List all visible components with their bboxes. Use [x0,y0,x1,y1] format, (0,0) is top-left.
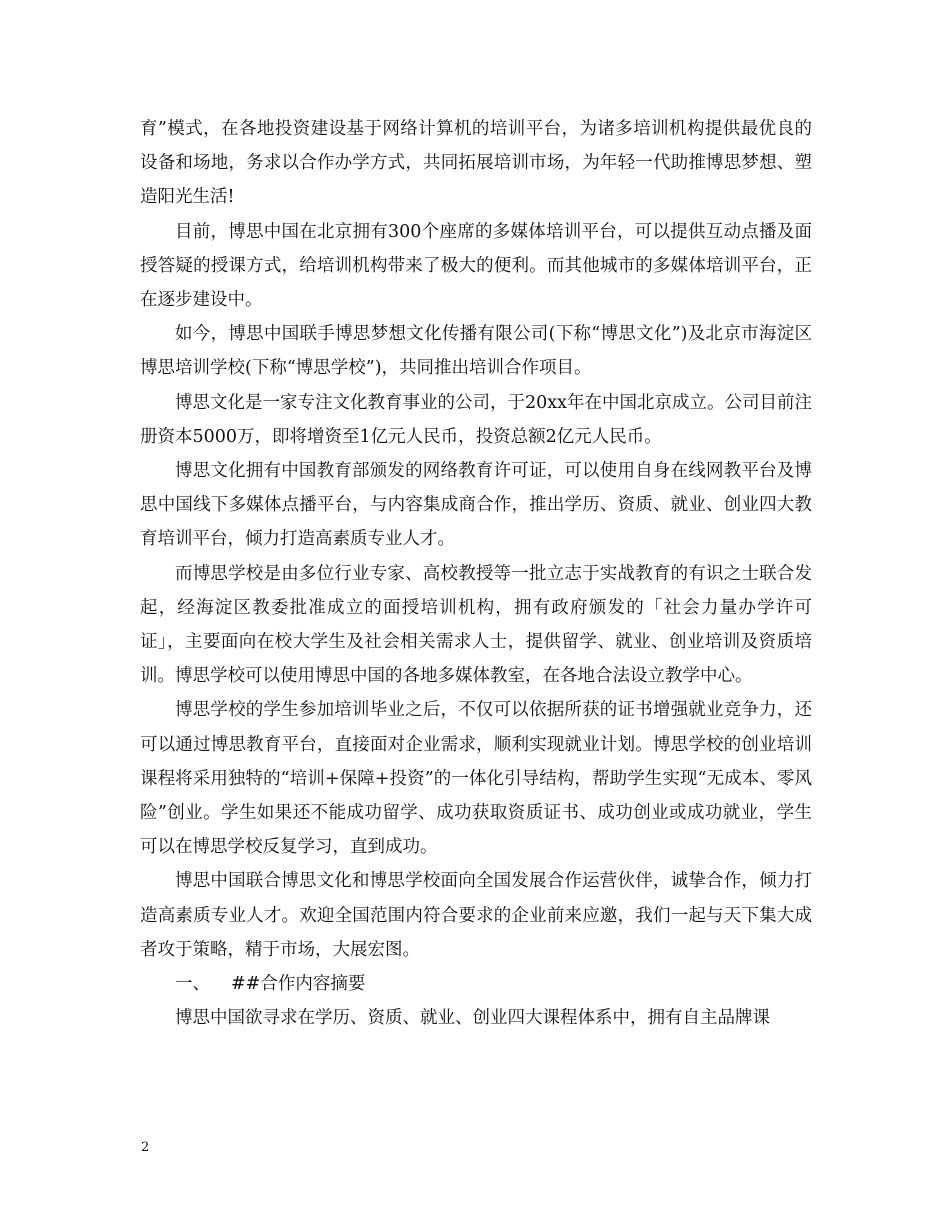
paragraph: 而博思学校是由多位行业专家、高校教授等一批立志于实战教育的有识之士联合发起，经海淀区教委批准成立的面授培训机构，拥有政府颁发的「社会力量办学许可证」，主要面向在校大学生及社会相关需求人士，提供留学、就业、创业培训及资质培训。博思学校可以使用博思中国的各地多媒体教室，在各地合法设立教学中心。 [140,563,812,687]
section-heading-text: ##合作内容摘要 [231,974,366,995]
paragraph: 博思中国联合博思文化和博思学校面向全国发展合作运营伙伴，诚挚合作，倾力打造高素质专业人才。欢迎全国范围内符合要求的企业前来应邀，我们一起与天下集大成者攻于策略，精于市场，大展宏图。 [140,871,812,960]
paragraph: 目前，博思中国在北京拥有300个座席的多媒体培训平台，可以提供互动点播及面授答疑的授课方式，给培训机构带来了极大的便利。而其他城市的多媒体培训平台，正在逐步建设中。 [140,221,812,311]
paragraph: 博思学校的学生参加培训毕业之后，不仅可以依据所获的证书增强就业竞争力，还可以通过博思教育平台，直接面对企业需求，顺利实现就业计划。博思学校的创业培训课程将采用独特的“培训+保障+投资”的一体化引导结构，帮助学生实现“无成本、零风险”创业。学生如果还不能成功留学、成功获取资质证书、成功创业或成功就业，学生可以在博思学校反复学习，直到成功。 [140,700,812,858]
page-number: 2 [141,1140,150,1155]
section-heading [140,967,812,1001]
paragraph: 博思文化拥有中国教育部颁发的网络教育许可证，可以使用自身在线网教平台及博思中国线下多媒体点播平台，与内容集成商合作，推出学历、资质、就业、创业四大教育培训平台，倾力打造高素质专业人才。 [140,461,812,550]
document-body [140,112,812,1035]
paragraph-continuation: 育”模式，在各地投资建设基于网络计算机的培训平台，为诸多培训机构提供最优良的设备和场地，务求以合作办学方式，共同拓展培训市场，为年轻一代助推博思梦想、塑造阳光生活! [140,119,812,208]
paragraph: 博思文化是一家专注文化教育事业的公司，于20xx年在中国北京成立。公司目前注册资本5000万，即将增资至1亿元人民币，投资总额2亿元人民币。 [140,392,813,447]
paragraph: 如今，博思中国联手博思梦想文化传播有限公司(下称“博思文化”)及北京市海淀区博思培训学校(下称“博思学校”)，共同推出培训合作项目。 [140,324,812,379]
paragraph: 博思中国欲寻求在学历、资质、就业、创业四大课程体系中，拥有自主品牌课 [175,1008,770,1029]
section-heading-number: 一、 [175,974,210,995]
